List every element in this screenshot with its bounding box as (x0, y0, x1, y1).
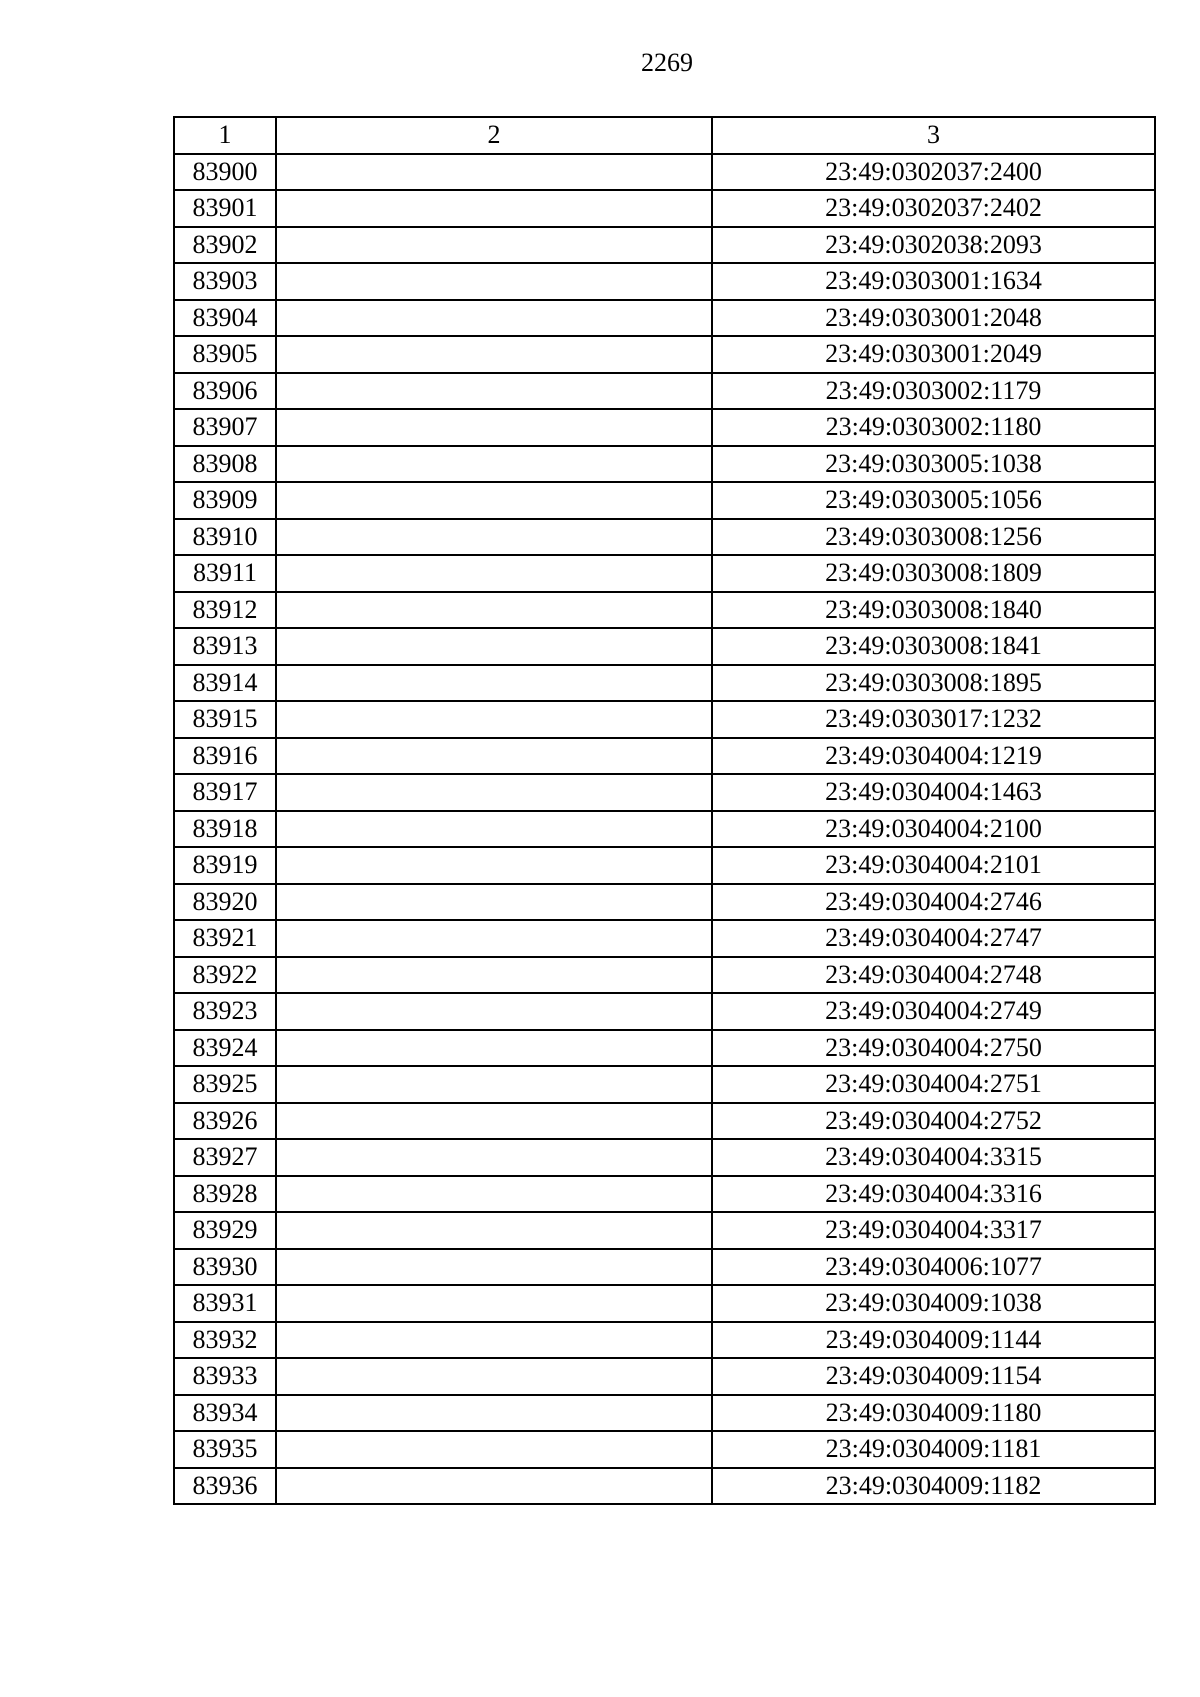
table-body (174, 154, 1155, 1505)
row-cadastral-cell: 23:49:0304004:1219 (712, 738, 1155, 775)
row-cadastral-cell: 23:49:0303005:1056 (712, 482, 1155, 519)
table-row (174, 555, 1155, 592)
row-cadastral-cell: 23:49:0304004:2751 (712, 1066, 1155, 1103)
row-name-cell (276, 592, 712, 629)
row-name-cell (276, 1066, 712, 1103)
row-cadastral-cell: 23:49:0304004:1463 (712, 774, 1155, 811)
row-name-cell (276, 519, 712, 556)
table-row (174, 373, 1155, 410)
table-row (174, 738, 1155, 775)
row-name-cell (276, 555, 712, 592)
row-number-cell: 83930 (174, 1249, 276, 1286)
table-row (174, 1322, 1155, 1359)
row-cadastral-cell: 23:49:0304004:2101 (712, 847, 1155, 884)
table-row (174, 993, 1155, 1030)
row-number-cell: 83934 (174, 1395, 276, 1432)
table-row (174, 1030, 1155, 1067)
table-row (174, 884, 1155, 921)
row-name-cell (276, 1139, 712, 1176)
row-name-cell (276, 409, 712, 446)
table-row (174, 774, 1155, 811)
row-cadastral-cell: 23:49:0304004:2747 (712, 920, 1155, 957)
table-row (174, 190, 1155, 227)
row-cadastral-cell: 23:49:0303008:1809 (712, 555, 1155, 592)
row-number-cell: 83908 (174, 446, 276, 483)
table-row (174, 227, 1155, 264)
row-name-cell (276, 1176, 712, 1213)
row-name-cell (276, 1322, 712, 1359)
row-number-cell: 83918 (174, 811, 276, 848)
row-cadastral-cell: 23:49:0304004:3316 (712, 1176, 1155, 1213)
row-cadastral-cell: 23:49:0303001:2048 (712, 300, 1155, 337)
row-name-cell (276, 811, 712, 848)
row-name-cell (276, 1358, 712, 1395)
row-cadastral-cell: 23:49:0304004:2750 (712, 1030, 1155, 1067)
row-number-cell: 83914 (174, 665, 276, 702)
row-number-cell: 83919 (174, 847, 276, 884)
row-name-cell (276, 190, 712, 227)
row-number-cell: 83922 (174, 957, 276, 994)
row-name-cell (276, 482, 712, 519)
row-name-cell (276, 446, 712, 483)
row-cadastral-cell: 23:49:0303002:1180 (712, 409, 1155, 446)
table-row (174, 1358, 1155, 1395)
row-number-cell: 83910 (174, 519, 276, 556)
table-row (174, 1395, 1155, 1432)
row-number-cell: 83904 (174, 300, 276, 337)
row-cadastral-cell: 23:49:0303002:1179 (712, 373, 1155, 410)
table-row (174, 665, 1155, 702)
row-number-cell: 83928 (174, 1176, 276, 1213)
table-row (174, 628, 1155, 665)
row-number-cell: 83933 (174, 1358, 276, 1395)
row-cadastral-cell: 23:49:0304009:1181 (712, 1431, 1155, 1468)
row-cadastral-cell: 23:49:0303008:1840 (712, 592, 1155, 629)
row-cadastral-cell: 23:49:0302037:2400 (712, 154, 1155, 191)
row-cadastral-cell: 23:49:0304009:1154 (712, 1358, 1155, 1395)
row-name-cell (276, 336, 712, 373)
row-number-cell: 83905 (174, 336, 276, 373)
table-row (174, 1249, 1155, 1286)
row-name-cell (276, 1212, 712, 1249)
row-number-cell: 83936 (174, 1468, 276, 1505)
row-number-cell: 83924 (174, 1030, 276, 1067)
table-row (174, 519, 1155, 556)
row-name-cell (276, 373, 712, 410)
row-cadastral-cell: 23:49:0304004:3317 (712, 1212, 1155, 1249)
row-name-cell (276, 1103, 712, 1140)
row-cadastral-cell: 23:49:0303001:2049 (712, 336, 1155, 373)
table-row (174, 154, 1155, 191)
row-number-cell: 83907 (174, 409, 276, 446)
header-cell-3: 3 (712, 117, 1155, 154)
row-name-cell (276, 1431, 712, 1468)
row-number-cell: 83911 (174, 555, 276, 592)
table-row (174, 1103, 1155, 1140)
row-cadastral-cell: 23:49:0304009:1180 (712, 1395, 1155, 1432)
row-number-cell: 83900 (174, 154, 276, 191)
table-row (174, 957, 1155, 994)
row-cadastral-cell: 23:49:0304004:3315 (712, 1139, 1155, 1176)
row-name-cell (276, 920, 712, 957)
row-cadastral-cell: 23:49:0302037:2402 (712, 190, 1155, 227)
row-number-cell: 83931 (174, 1285, 276, 1322)
row-name-cell (276, 1030, 712, 1067)
row-name-cell (276, 1249, 712, 1286)
row-cadastral-cell: 23:49:0304004:2748 (712, 957, 1155, 994)
table-row (174, 1066, 1155, 1103)
row-cadastral-cell: 23:49:0303008:1256 (712, 519, 1155, 556)
row-name-cell (276, 628, 712, 665)
table-row (174, 1431, 1155, 1468)
row-number-cell: 83913 (174, 628, 276, 665)
row-name-cell (276, 993, 712, 1030)
row-number-cell: 83926 (174, 1103, 276, 1140)
row-number-cell: 83912 (174, 592, 276, 629)
row-name-cell (276, 774, 712, 811)
header-cell-2: 2 (276, 117, 712, 154)
row-number-cell: 83920 (174, 884, 276, 921)
row-cadastral-cell: 23:49:0304009:1038 (712, 1285, 1155, 1322)
table-row (174, 592, 1155, 629)
row-cadastral-cell: 23:49:0304009:1144 (712, 1322, 1155, 1359)
table-row (174, 1212, 1155, 1249)
table-row (174, 1468, 1155, 1505)
row-cadastral-cell: 23:49:0304004:2746 (712, 884, 1155, 921)
row-name-cell (276, 1285, 712, 1322)
header-row (174, 117, 1155, 154)
table-row (174, 920, 1155, 957)
row-number-cell: 83901 (174, 190, 276, 227)
row-name-cell (276, 665, 712, 702)
row-number-cell: 83909 (174, 482, 276, 519)
table-row (174, 701, 1155, 738)
table-row (174, 847, 1155, 884)
row-cadastral-cell: 23:49:0304004:2749 (712, 993, 1155, 1030)
row-cadastral-cell: 23:49:0304004:2100 (712, 811, 1155, 848)
row-number-cell: 83921 (174, 920, 276, 957)
row-number-cell: 83902 (174, 227, 276, 264)
table-row (174, 482, 1155, 519)
row-number-cell: 83932 (174, 1322, 276, 1359)
row-name-cell (276, 154, 712, 191)
row-cadastral-cell: 23:49:0303017:1232 (712, 701, 1155, 738)
row-number-cell: 83906 (174, 373, 276, 410)
row-number-cell: 83915 (174, 701, 276, 738)
row-name-cell (276, 263, 712, 300)
table-row (174, 1285, 1155, 1322)
row-number-cell: 83903 (174, 263, 276, 300)
row-cadastral-cell: 23:49:0304004:2752 (712, 1103, 1155, 1140)
row-cadastral-cell: 23:49:0304006:1077 (712, 1249, 1155, 1286)
table-header (174, 117, 1155, 154)
row-name-cell (276, 847, 712, 884)
row-name-cell (276, 300, 712, 337)
row-name-cell (276, 957, 712, 994)
row-name-cell (276, 701, 712, 738)
row-name-cell (276, 227, 712, 264)
row-cadastral-cell: 23:49:0303001:1634 (712, 263, 1155, 300)
table-row (174, 263, 1155, 300)
row-cadastral-cell: 23:49:0304009:1182 (712, 1468, 1155, 1505)
table-row (174, 336, 1155, 373)
data-table (173, 116, 1156, 1505)
table-row (174, 1176, 1155, 1213)
row-number-cell: 83927 (174, 1139, 276, 1176)
row-cadastral-cell: 23:49:0303008:1895 (712, 665, 1155, 702)
table-row (174, 300, 1155, 337)
table-row (174, 811, 1155, 848)
table-row (174, 1139, 1155, 1176)
row-number-cell: 83916 (174, 738, 276, 775)
row-cadastral-cell: 23:49:0302038:2093 (712, 227, 1155, 264)
row-number-cell: 83925 (174, 1066, 276, 1103)
row-name-cell (276, 738, 712, 775)
row-number-cell: 83917 (174, 774, 276, 811)
row-number-cell: 83935 (174, 1431, 276, 1468)
row-number-cell: 83923 (174, 993, 276, 1030)
row-cadastral-cell: 23:49:0303008:1841 (712, 628, 1155, 665)
row-cadastral-cell: 23:49:0303005:1038 (712, 446, 1155, 483)
header-cell-1: 1 (174, 117, 276, 154)
row-name-cell (276, 1468, 712, 1505)
table-row (174, 409, 1155, 446)
table-row (174, 446, 1155, 483)
page-number: 2269 (641, 48, 693, 77)
row-name-cell (276, 1395, 712, 1432)
row-name-cell (276, 884, 712, 921)
row-number-cell: 83929 (174, 1212, 276, 1249)
